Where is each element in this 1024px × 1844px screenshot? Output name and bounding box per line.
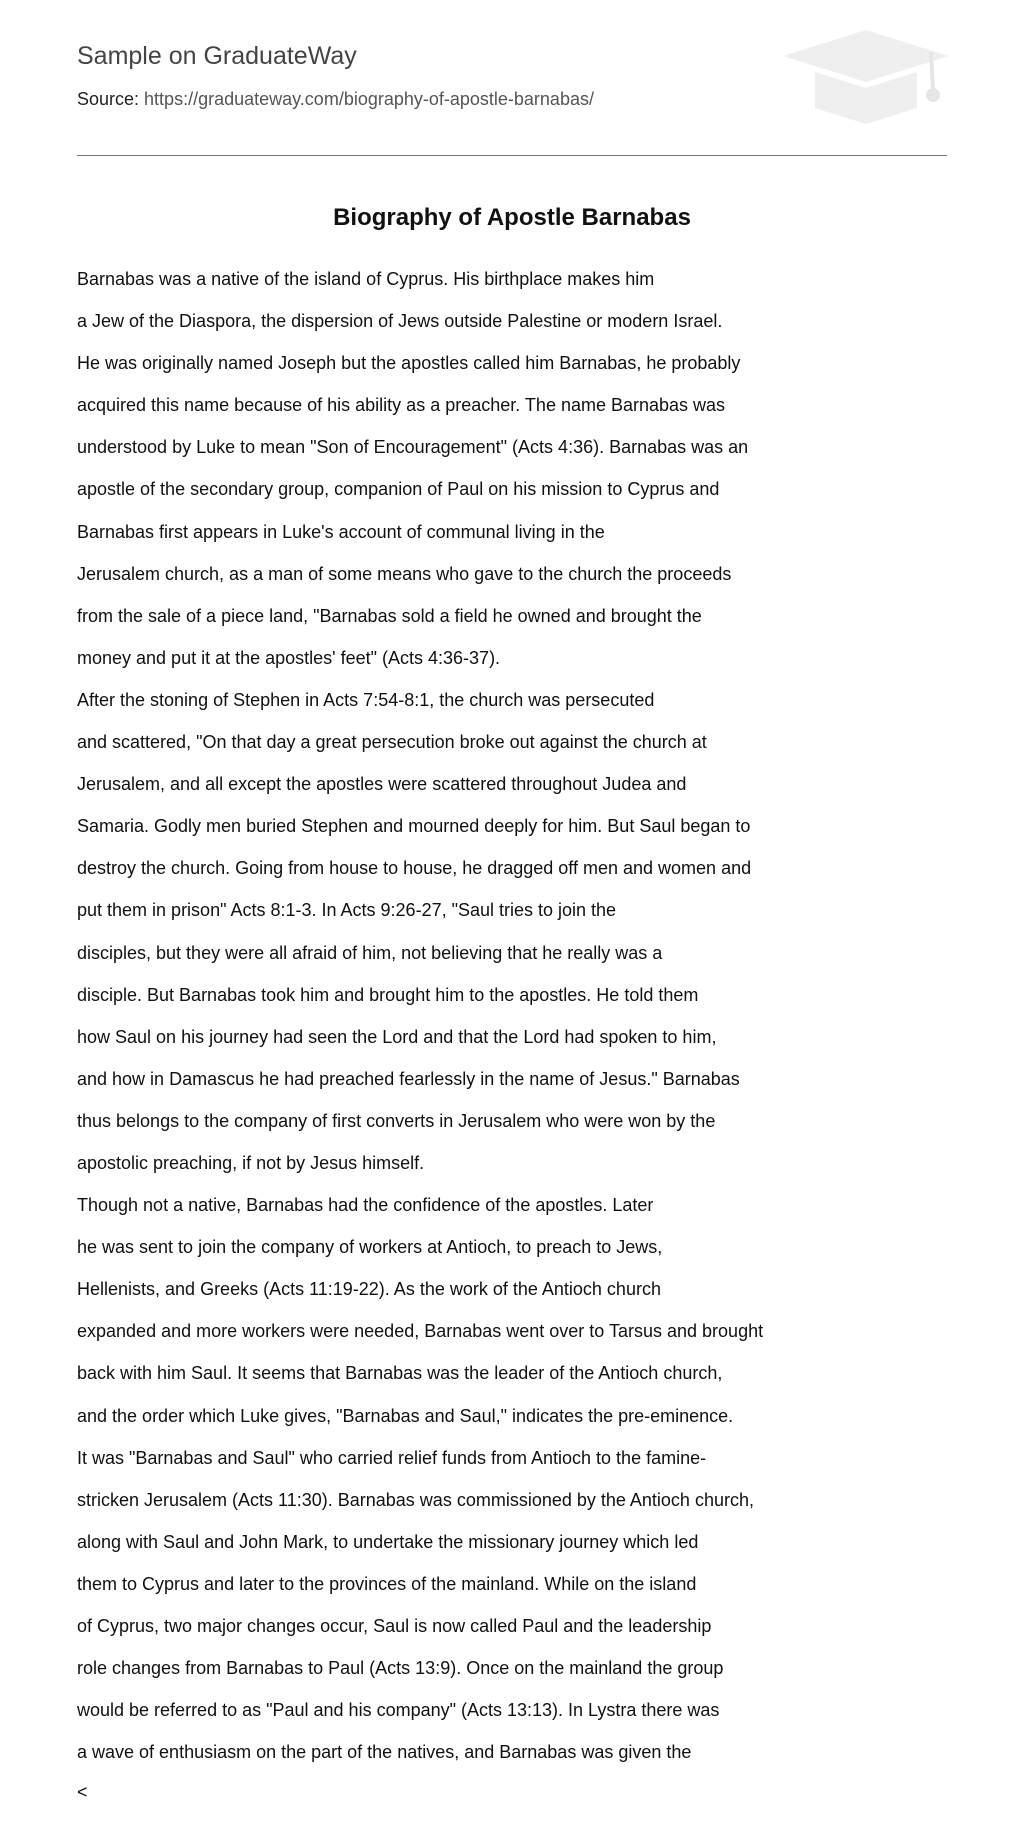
text-line: put them in prison" Acts 8:1-3. In Acts 9:26-27, "Saul tries to join the <box>77 900 617 921</box>
text-line: Samaria. Godly men buried Stephen and mourned deeply for him. But Saul began to <box>77 816 751 837</box>
page-header <box>77 0 947 156</box>
more-indicator: < <box>77 1782 88 1802</box>
text-line: acquired this name because of his ability as a preacher. The name Barnabas was <box>77 395 726 416</box>
text-line: apostle of the secondary group, companion of Paul on his mission to Cyprus and <box>77 479 720 500</box>
text-line: understood by Luke to mean "Son of Encouragement" (Acts 4:36). Barnabas was an <box>77 437 749 458</box>
text-line: stricken Jerusalem (Acts 11:30). Barnabas was commissioned by the Antioch church, <box>77 1489 754 1510</box>
source-line <box>77 89 594 110</box>
text-line: a Jew of the Diaspora, the dispersion of Jews outside Palestine or modern Israel. <box>77 311 723 332</box>
text-line: from the sale of a piece land, "Barnabas sold a field he owned and brought the <box>77 605 702 626</box>
site-title: Sample on GraduateWay <box>77 42 357 70</box>
text-line: them to Cyprus and later to the provinces of the mainland. While on the island <box>77 1573 697 1594</box>
text-line: and scattered, "On that day a great persecution broke out against the church at <box>77 732 707 753</box>
text-line: Jerusalem, and all except the apostles were scattered throughout Judea and <box>77 774 687 795</box>
text-line: money and put it at the apostles' feet" (Acts 4:36-37). <box>77 647 501 668</box>
text-line: and the order which Luke gives, "Barnabas and Saul," indicates the pre-eminence. <box>77 1405 734 1426</box>
text-line: role changes from Barnabas to Paul (Acts 13:9). Once on the mainland the group <box>77 1658 724 1679</box>
text-line: It was "Barnabas and Saul" who carried relief funds from Antioch to the famine- <box>77 1447 707 1468</box>
text-line: of Cyprus, two major changes occur, Saul is now called Paul and the leadership <box>77 1616 712 1636</box>
text-line: along with Saul and John Mark, to undertake the missionary journey which led <box>77 1531 699 1552</box>
text-line: He was originally named Joseph but the apostles called him Barnabas, he probably <box>77 353 741 374</box>
document-title: Biography of Apostle Barnabas <box>333 204 691 231</box>
text-line: Barnabas first appears in Luke's account of communal living in the <box>77 521 605 542</box>
text-line: thus belongs to the company of first converts in Jerusalem who were won by the <box>77 1110 716 1131</box>
text-line: and how in Damascus he had preached fearlessly in the name of Jesus." Barnabas <box>77 1068 740 1089</box>
text-line: back with him Saul. It seems that Barnabas was the leader of the Antioch church, <box>77 1363 723 1384</box>
text-line: expanded and more workers were needed, Barnabas went over to Tarsus and brought <box>77 1321 764 1342</box>
header-divider <box>77 155 947 156</box>
text-line: would be referred to as "Paul and his company" (Acts 13:13). In Lystra there was <box>77 1700 720 1721</box>
cap-tassel <box>926 88 940 102</box>
text-line: disciple. But Barnabas took him and brought him to the apostles. He told them <box>77 984 699 1005</box>
text-line: destroy the church. Going from house to house, he dragged off men and women and <box>77 858 752 879</box>
text-line: Barnabas was a native of the island of Cyprus. His birthplace makes him <box>77 269 655 289</box>
source-link[interactable]: https://graduateway.com/biography-of-apostle-barnabas/ <box>144 89 594 109</box>
text-line: disciples, but they were all afraid of him, not believing that he really was a <box>77 942 663 963</box>
text-line: After the stoning of Stephen in Acts 7:54-8:1, the church was persecuted <box>77 689 655 710</box>
text-line: Hellenists, and Greeks (Acts 11:19-22). As the work of the Antioch church <box>77 1279 661 1300</box>
text-line: he was sent to join the company of workers at Antioch, to preach to Jews, <box>77 1237 663 1258</box>
text-line: a wave of enthusiasm on the part of the natives, and Barnabas was given the <box>77 1742 692 1763</box>
text-line: Jerusalem church, as a man of some means who gave to the church the proceeds <box>77 563 732 584</box>
text-line: how Saul on his journey had seen the Lord and that the Lord had spoken to him, <box>77 1026 717 1047</box>
cap-tassel-cord <box>931 52 933 90</box>
source-label: Source: <box>77 89 145 109</box>
cap-board <box>783 30 949 82</box>
document-body <box>77 258 947 1773</box>
graduation-cap-icon <box>781 28 951 133</box>
text-line: apostolic preaching, if not by Jesus himself. <box>77 1152 425 1173</box>
text-line: Though not a native, Barnabas had the confidence of the apostles. Later <box>77 1195 654 1216</box>
